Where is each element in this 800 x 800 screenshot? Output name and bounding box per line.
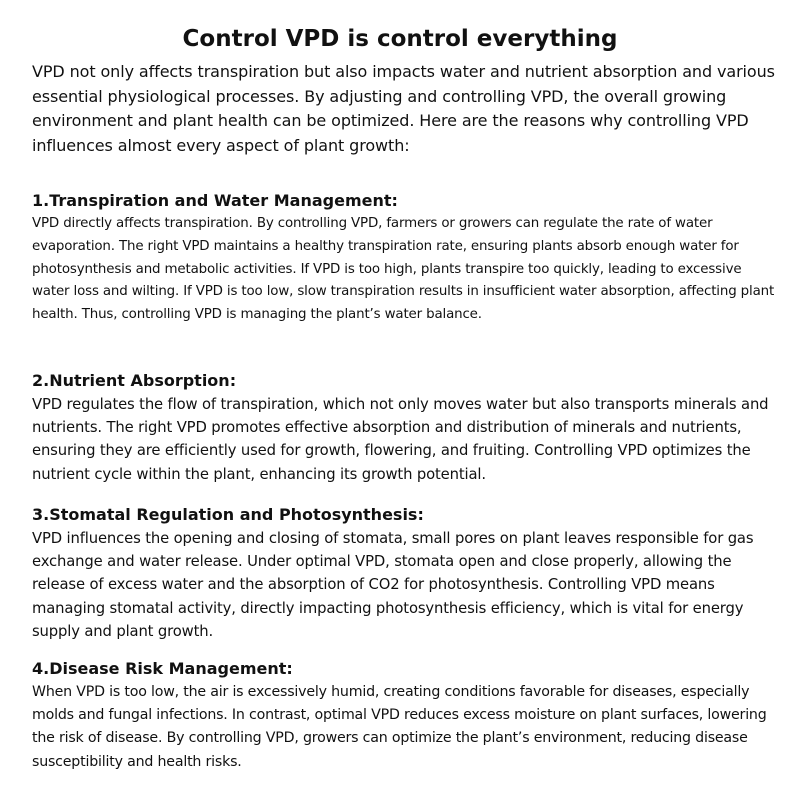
page-title: Control VPD is control everything: [182, 26, 618, 52]
section-body: VPD influences the opening and closing of stomata, small pores on plant leaves responsible for gas exchange and water release. Under optimal VPD, stomata open and close properly, allowing the release of excess water and the absorption of CO2 for photosynthesis. Controlling VPD means managing stomatal activity, directly impacting photosynthesis efficiency, which is vital for energy supply and plant growth.: [32, 530, 754, 640]
section-body: VPD regulates the flow of transpiration, which not only moves water but also transports minerals and nutrients. The right VPD promotes effective absorption and distribution of minerals and nutrients, ensuring they are efficiently used for growth, flowering, and fruiting. Controlling VPD optimizes the nutrient cycle within the plant, enhancing its growth potential.: [32, 396, 769, 483]
intro-paragraph: VPD not only affects transpiration but also impacts water and nutrient absorption and various essential physiological processes. By adjusting and controlling VPD, the overall growing environment and plant health can be optimized. Here are the reasons why controlling VPD influences almost every aspect of plant growth:: [32, 62, 775, 155]
section-body: When VPD is too low, the air is excessively humid, creating conditions favorable for diseases, especially molds and fungal infections. In contrast, optimal VPD reduces excess moisture on plant surfaces, lowering the risk of disease. By controlling VPD, growers can optimize the plant’s environment, reducing disease susceptibility and health risks.: [32, 684, 767, 770]
section-heading: 1.Transpiration and Water Management:: [32, 191, 398, 210]
section-heading: 2.Nutrient Absorption:: [32, 371, 237, 390]
section-body: VPD directly affects transpiration. By controlling VPD, farmers or growers can regulate the rate of water evaporation. The right VPD maintains a healthy transpiration rate, ensuring plants absorb enough water for photosynthesis and metabolic activities. If VPD is too high, plants transpire too quickly, leading to excessive water loss and wilting. If VPD is too low, slow transpiration results in insufficient water absorption, affecting plant health. Thus, controlling VPD is managing the plant’s water balance.: [32, 216, 775, 323]
section-stomatal-regulation: [32, 503, 778, 643]
section-transpiration: [32, 189, 778, 327]
section-heading: 4.Disease Risk Management:: [32, 659, 293, 678]
section-nutrient-absorption: [32, 369, 778, 486]
section-heading: 3.Stomatal Regulation and Photosynthesis:: [32, 505, 424, 524]
section-disease-risk: [32, 657, 778, 774]
